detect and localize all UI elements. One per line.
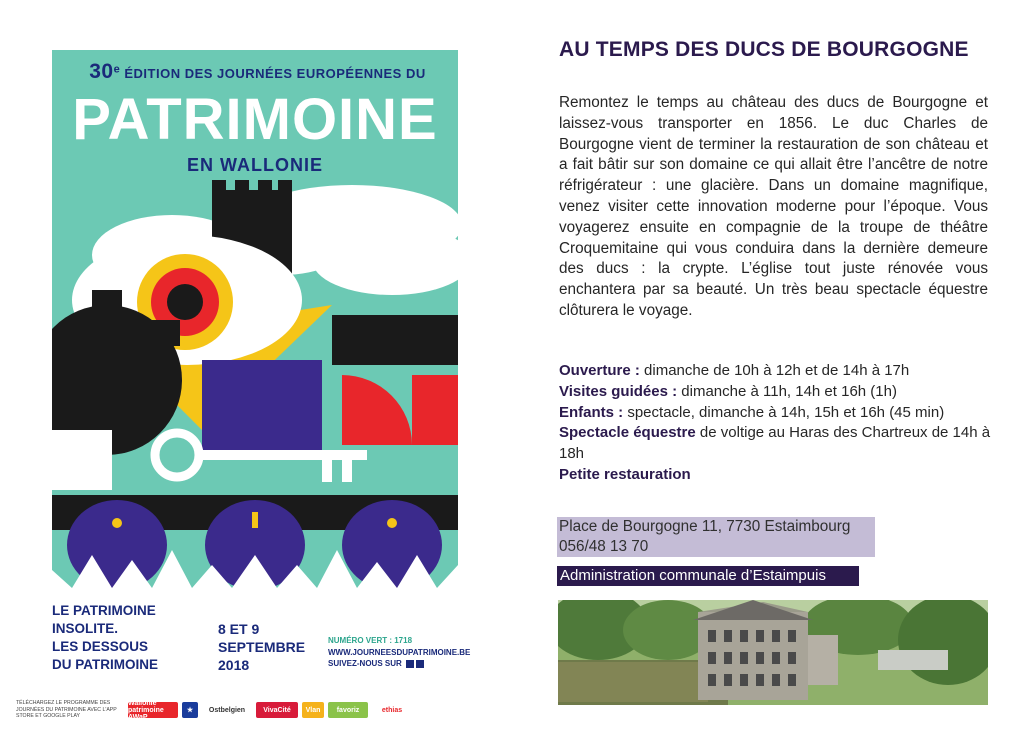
description-paragraph: Remontez le temps au château des ducs de Bourgogne et laissez-vous transporter en 1856. Le duc Charles de Bourgogne vient de terminer la restauration de son château et a fait bâtir sur son domaine ce qui allait être l’ancêtre de notre réfrigérateur : une glacière. Dans un domaine magnifique, venez visiter cette innovation moderne pour l’époque. Vous voyagerez ensuite en compagnie de la troupe de théâtre Croquemitaine qui vous conduira dans la dernière demeure des ducs : la crypte. L’église tout juste rénovée vous enchantera par sa beauté. Un très beau spectacle équestre clôturera le voyage.	[559, 94, 988, 319]
facebook-icon	[406, 660, 414, 668]
vlan-logo: Vlan	[302, 702, 324, 718]
chateau-photo-illustration	[558, 600, 988, 705]
poster-dates: 8 ET 9 SEPTEMBRE 2018	[218, 621, 306, 673]
red-shape	[342, 375, 412, 445]
equestrian-show: Spectacle équestre de voltige au Haras des Chartreux de 14h à 18h	[559, 424, 991, 463]
kids-info: Enfants : spectacle, dimanche à 14h, 15h et 16h (45 min)	[559, 403, 945, 421]
poster-theme: LE PATRIMOINE INSOLITE. LES DESSOUS DU PATRIMOINE	[52, 603, 158, 672]
address-line: Place de Bourgogne 11, 7730 Estaimbourg	[559, 518, 851, 535]
page-title: AU TEMPS DES DUCS DE BOURGOGNE	[559, 38, 969, 61]
poster-edition: 30e ÉDITION DES JOURNÉES EUROPÉENNES DU	[89, 60, 426, 83]
chateau-photo	[558, 600, 988, 705]
opening-hours: Ouverture : dimanche de 10h à 12h et de 14h à 17h	[559, 362, 910, 379]
black-block	[332, 315, 458, 365]
purple-block	[202, 360, 322, 450]
event-info	[559, 361, 994, 486]
poster-follow: SUIVEZ-NOUS SUR	[328, 659, 424, 668]
poster-website: WWW.JOURNEESDUPATRIMOINE.BE	[328, 648, 471, 657]
twitter-icon	[416, 660, 424, 668]
vivacite-logo: VivaCité	[256, 702, 298, 718]
guided-visits: Visites guidées : dimanche à 11h, 14h et 16h (1h)	[559, 382, 897, 400]
wallonie-logo: Wallonie patrimoine AWaP	[128, 702, 178, 718]
poster-title: PATRIMOINE	[72, 87, 438, 152]
address-block	[557, 517, 875, 557]
poster-subtitle: EN WALLONIE	[187, 155, 323, 175]
poster-footer-note: TÉLÉCHARGEZ LE PROGRAMME DES JOURNÉES DU PATRIMOINE AVEC L'APP STORE ET GOOGLE PLAY	[16, 700, 117, 719]
hand-shape	[52, 430, 112, 490]
organizer-label: Administration communale d’Estaimpuis	[557, 566, 859, 586]
ostbelgien-logo: Ostbelgien	[208, 706, 246, 714]
food-info: Petite restauration	[559, 465, 691, 483]
poster-footer	[16, 692, 516, 730]
favoriz-logo: favoriz	[328, 702, 368, 718]
poster-phone: NUMÉRO VERT : 1718	[328, 636, 413, 645]
eu-flag-icon: ★	[182, 702, 198, 718]
phone-line: 056/48 13 70	[559, 538, 649, 555]
ethias-logo: ethias	[381, 706, 403, 714]
